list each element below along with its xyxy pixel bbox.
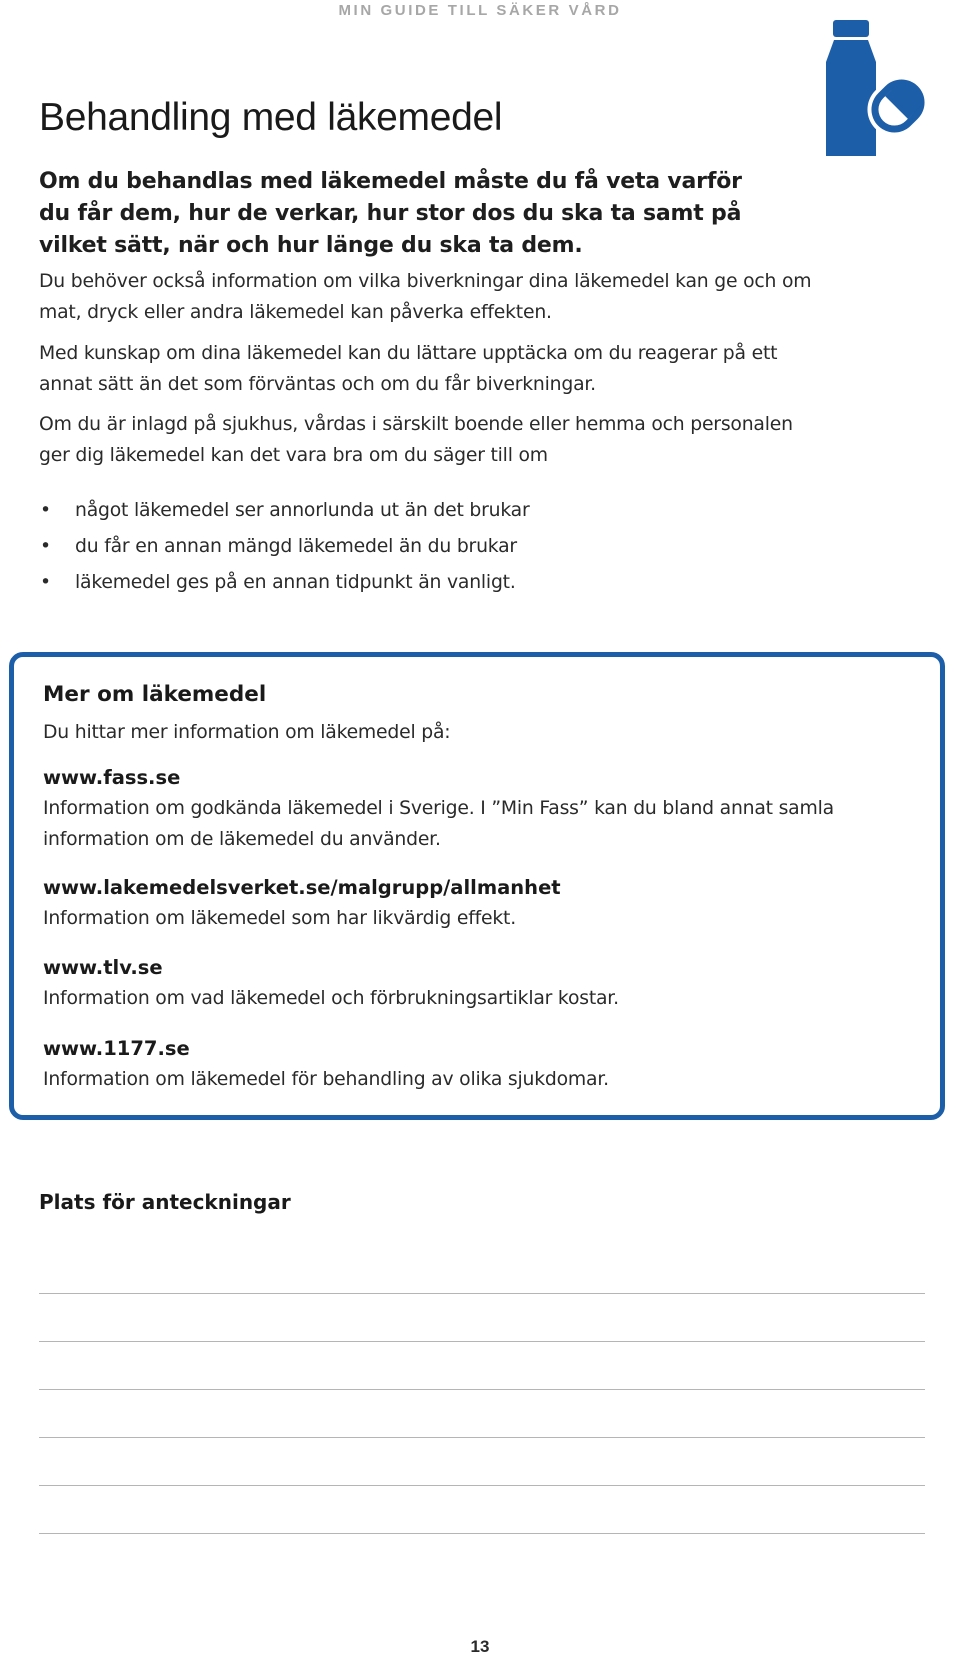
bullet-item (39, 568, 530, 604)
resource-fass (43, 762, 903, 855)
bullet-dot: • (40, 536, 51, 557)
resource-description: Information om vad läkemedel och förbrukningsartiklar kostar. (43, 988, 619, 1009)
bullet-text: läkemedel ges på en annan tidpunkt än vanligt. (75, 572, 516, 593)
note-line (39, 1293, 925, 1294)
bullet-list (39, 496, 530, 604)
resource-link[interactable]: www.1177.se (43, 1037, 190, 1060)
bullet-item (39, 532, 530, 568)
info-box-intro: Du hittar mer information om läkemedel på: (43, 722, 451, 743)
note-line (39, 1389, 925, 1390)
resource-1177 (43, 1033, 903, 1095)
resource-link[interactable]: www.tlv.se (43, 956, 163, 979)
running-header: MIN GUIDE TILL SÄKER VÅRD (338, 2, 622, 19)
bullet-dot: • (40, 500, 51, 521)
resource-link[interactable]: www.lakemedelsverket.se/malgrupp/allmanhet (43, 876, 561, 899)
bullet-dot: • (40, 572, 51, 593)
lead-paragraph: Om du behandlas med läkemedel måste du få veta varför du får dem, hur de verkar, hur stor dos du ska ta samt på vilket sätt, när och hur länge du ska ta dem. (39, 169, 742, 258)
note-line (39, 1533, 925, 1534)
resource-lakemedelsverket (43, 872, 903, 934)
resource-tlv (43, 952, 903, 1014)
notes-title: Plats för anteckningar (39, 1190, 291, 1214)
bullet-text: något läkemedel ser annorlunda ut än det brukar (75, 500, 530, 521)
paragraph-side-effects: Du behöver också information om vilka biverkningar dina läkemedel kan ge och om mat, dryck eller andra läkemedel kan påverka effekten. (39, 271, 812, 323)
resource-description: Information om godkända läkemedel i Sverige. I ”Min Fass” kan du bland annat samla information om de läkemedel du använder. (43, 798, 834, 850)
paragraph-knowledge: Med kunskap om dina läkemedel kan du lättare upptäcka om du reagerar på ett annat sätt än det som förväntas och om du får biverkningar. (39, 343, 778, 395)
note-line (39, 1437, 925, 1438)
note-line (39, 1341, 925, 1342)
page-title: Behandling med läkemedel (39, 96, 503, 139)
paragraph-inpatient: Om du är inlagd på sjukhus, vårdas i särskilt boende eller hemma och personalen ger dig läkemedel kan det vara bra om du säger till om (39, 414, 793, 466)
resource-description: Information om läkemedel för behandling av olika sjukdomar. (43, 1069, 609, 1090)
info-box-title: Mer om läkemedel (43, 682, 267, 707)
bullet-item (39, 496, 530, 532)
note-line (39, 1485, 925, 1486)
bullet-text: du får en annan mängd läkemedel än du brukar (75, 536, 517, 557)
medicine-bottle-and-pill-icon (812, 18, 952, 158)
resource-link[interactable]: www.fass.se (43, 766, 181, 789)
page-number: 13 (470, 1637, 490, 1656)
resource-description: Information om läkemedel som har likvärdig effekt. (43, 908, 516, 929)
